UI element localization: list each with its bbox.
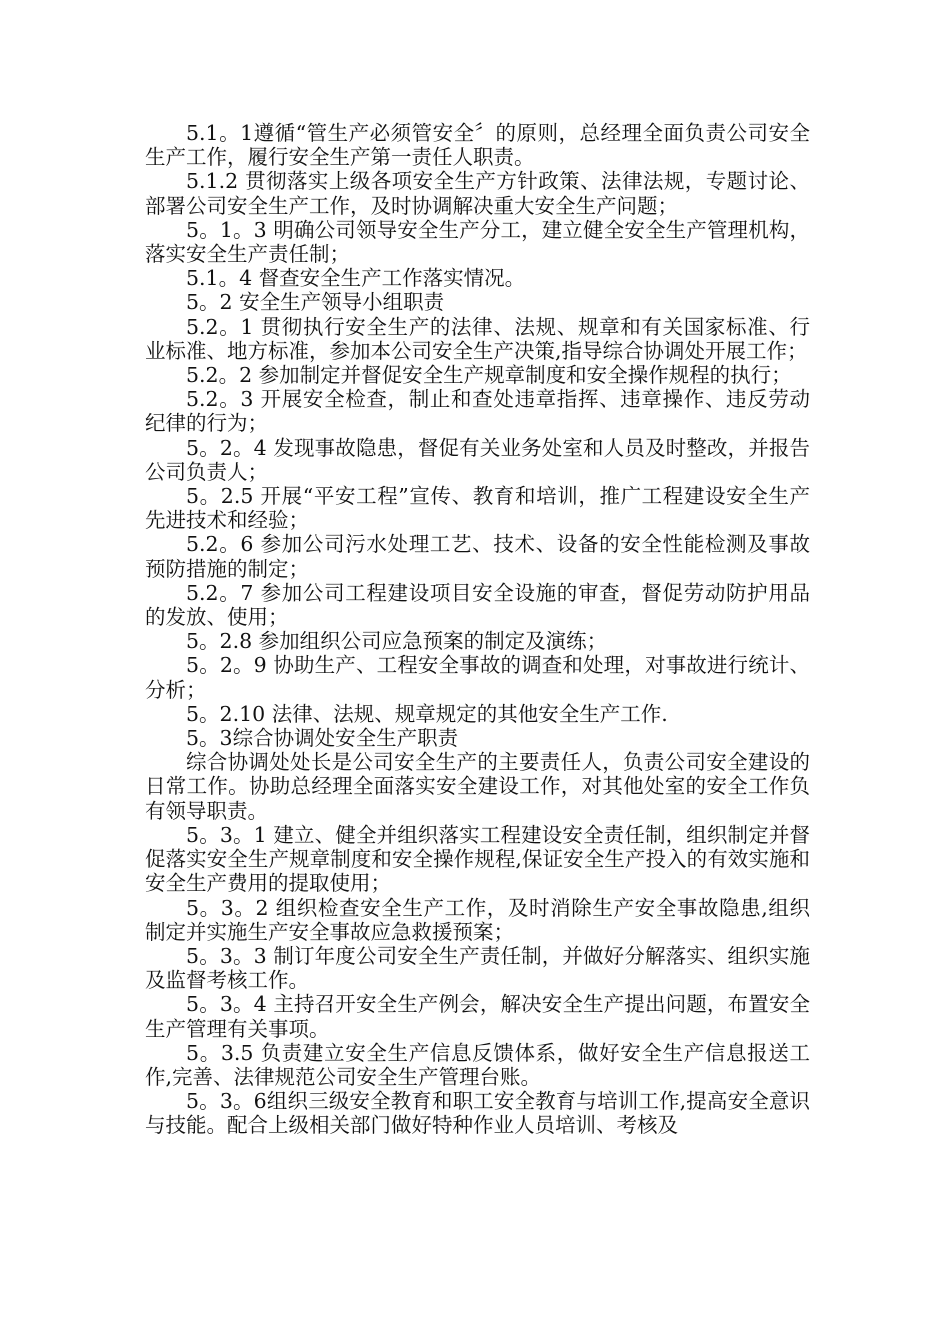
paragraph-5-3-1: 5。3。1 建立、健全并组织落实工程建设安全责任制，组织制定并督促落实安全生产规章制度和安全操作规程,保证安全生产投入的有效实施和安全生产费用的提取使用； [145, 822, 810, 896]
section-heading-5-2: 5。2 安全生产领导小组职责 [186, 290, 445, 315]
paragraph-5-1-1: 5.1。1遵循“管生产必须管安全〞的原则，总经理全面负责公司安全生产工作，履行安全生产第一责任人职责。 [145, 121, 810, 170]
paragraph-5-2-10: 5。2.10 法律、法规、规章规定的其他安全生产工作. [186, 701, 668, 726]
paragraph-5-2-6: 5.2。6 参加公司污水处理工艺、技术、设备的安全性能检测及事故预防措施的制定； [145, 532, 810, 581]
section-heading-5-3: 5。3综合协调处安全生产职责 [186, 726, 459, 751]
paragraph-5-2-7: 5.2。7 参加公司工程建设项目安全设施的审查，督促劳动防护用品的发放、使用； [145, 580, 810, 630]
paragraph-5-2-9: 5。2。9 协助生产、工程安全事故的调查和处理，对事故进行统计、分析； [145, 653, 810, 702]
document-body [145, 121, 810, 1138]
paragraph-5-2-2: 5.2。2 参加制定并督促安全生产规章制度和安全操作规程的执行； [186, 363, 792, 388]
paragraph-5-2-4: 5。2。4 发现事故隐患，督促有关业务处室和人员及时整改，并报告公司负责人； [145, 435, 810, 484]
paragraph-5-2-3: 5.2。3 开展安全检查，制止和查处违章指挥、违章操作、违反劳动纪律的行为； [145, 387, 810, 436]
paragraph-5-3-5: 5。3.5 负责建立安全生产信息反馈体系，做好安全生产信息报送工作,完善、法律规范公司安全生产管理台账。 [145, 1040, 810, 1089]
paragraph-5-1-4: 5.1。4 督查安全生产工作落实情况。 [186, 266, 526, 291]
paragraph-5-1-2: 5.1.2 贯彻落实上级各项安全生产方针政策、法律法规，专题讨论、部署公司安全生产工作，及时协调解决重大安全生产问题； [145, 169, 810, 218]
paragraph-5-2-8: 5。2.8 参加组织公司应急预案的制定及演练； [186, 629, 608, 654]
paragraph-5-3-4: 5。3。4 主持召开安全生产例会，解决安全生产提出问题，布置安全生产管理有关事项。 [145, 992, 810, 1041]
paragraph-5-3-3: 5。3。3 制订年度公司安全生产责任制，并做好分解落实、组织实施及监督考核工作。 [145, 943, 810, 993]
paragraph-5-3-intro: 综合协调处处长是公司安全生产的主要责任人，负责公司安全建设的日常工作。协助总经理全面落实安全建设工作，对其他处室的安全工作负有领导职责。 [145, 750, 810, 823]
paragraph-5-3-6: 5。3。6组织三级安全教育和职工安全教育与培训工作,提高安全意识与技能。配合上级相关部门做好特种作业人员培训、考核及 [145, 1089, 810, 1138]
paragraph-5-3-2: 5。3。2 组织检查安全生产工作，及时消除生产安全事故隐患,组织制定并实施生产安全事故应急救援预案； [145, 895, 810, 944]
paragraph-5-2-5: 5。2.5 开展“平安工程”宣传、教育和培训，推广工程建设安全生产先进技术和经验； [145, 484, 810, 533]
paragraph-5-2-1: 5.2。1 贯彻执行安全生产的法律、法规、规章和有关国家标准、行业标准、地方标准，参加本公司安全生产决策,指导综合协调处开展工作； [145, 314, 810, 363]
paragraph-5-1-3: 5。1。3 明确公司领导安全生产分工，建立健全安全生产管理机构，落实安全生产责任制； [145, 217, 810, 267]
